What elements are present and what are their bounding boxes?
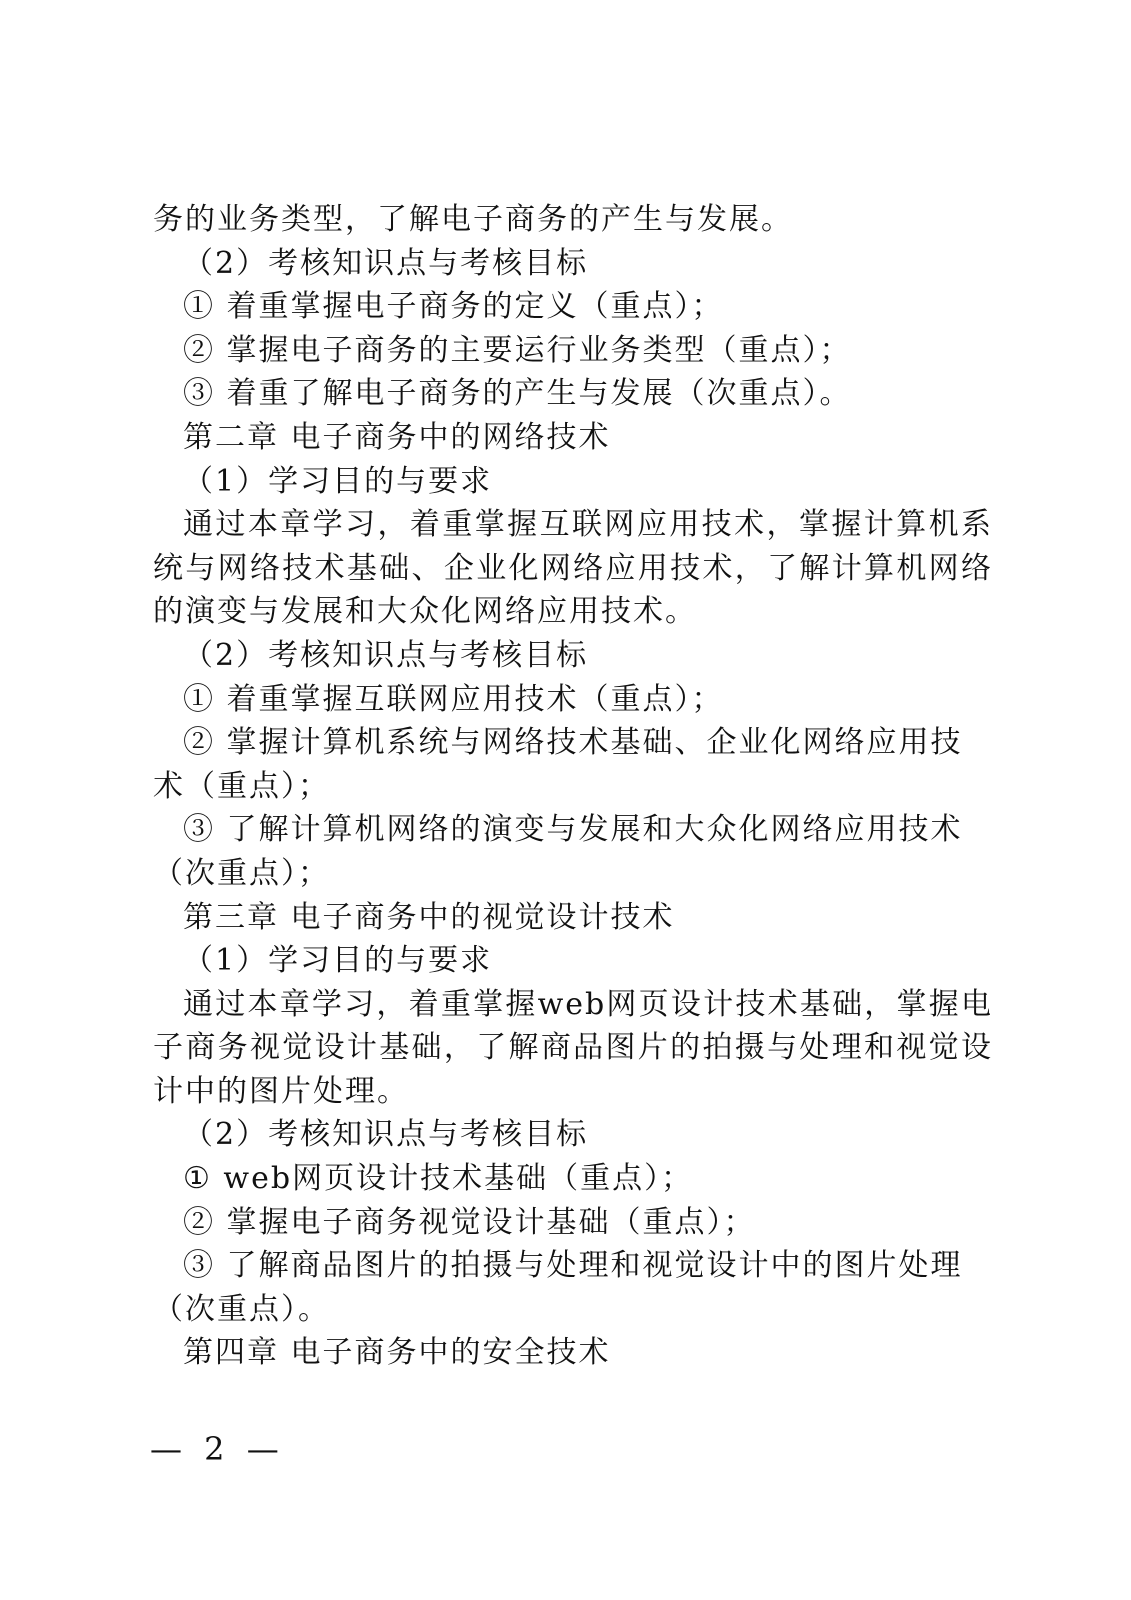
document-body [153,198,993,1375]
chapter-heading: 第二章 电子商务中的网络技术 [183,419,611,455]
section-heading: （2）考核知识点与考核目标 [183,637,589,673]
page-number: — 2 — [150,1430,285,1468]
list-item: ② 掌握电子商务的主要运行业务类型（重点）； [183,332,852,368]
text-line: 务的业务类型，了解电子商务的产生与发展。 [153,202,793,237]
section-heading: （1）学习目的与要求 [183,463,493,499]
list-item: ① web网页设计技术基础（重点）； [183,1161,694,1197]
paragraph: 通过本章学习，着重掌握互联网应用技术，掌握计算机系统与网络技术基础、企业化网络应用技术，了解计算机网络的演变与发展和大众化网络应用技术。 [153,507,993,630]
list-item: ③ 了解商品图片的拍摄与处理和视觉设计中的图片处理（次重点）。 [153,1248,963,1327]
list-item: ① 着重掌握互联网应用技术（重点）； [183,681,724,717]
section-heading: （2）考核知识点与考核目标 [183,1117,589,1153]
chapter-heading: 第三章 电子商务中的视觉设计技术 [183,899,675,935]
list-item: ① 着重掌握电子商务的定义（重点）； [183,289,724,325]
list-item: ② 掌握电子商务视觉设计基础（重点）； [183,1204,756,1240]
chapter-heading: 第四章 电子商务中的安全技术 [183,1335,611,1371]
section-heading: （2）考核知识点与考核目标 [183,245,589,281]
list-item: ③ 着重了解电子商务的产生与发展（次重点）。 [183,376,852,412]
paragraph: 通过本章学习，着重掌握web网页设计技术基础，掌握电子商务视觉设计基础，了解商品图片的拍摄与处理和视觉设计中的图片处理。 [153,986,993,1109]
section-heading: （1）学习目的与要求 [183,943,493,979]
list-item: ② 掌握计算机系统与网络技术基础、企业化网络应用技术（重点）； [153,725,963,804]
list-item: ③ 了解计算机网络的演变与发展和大众化网络应用技术（次重点）； [153,812,963,891]
